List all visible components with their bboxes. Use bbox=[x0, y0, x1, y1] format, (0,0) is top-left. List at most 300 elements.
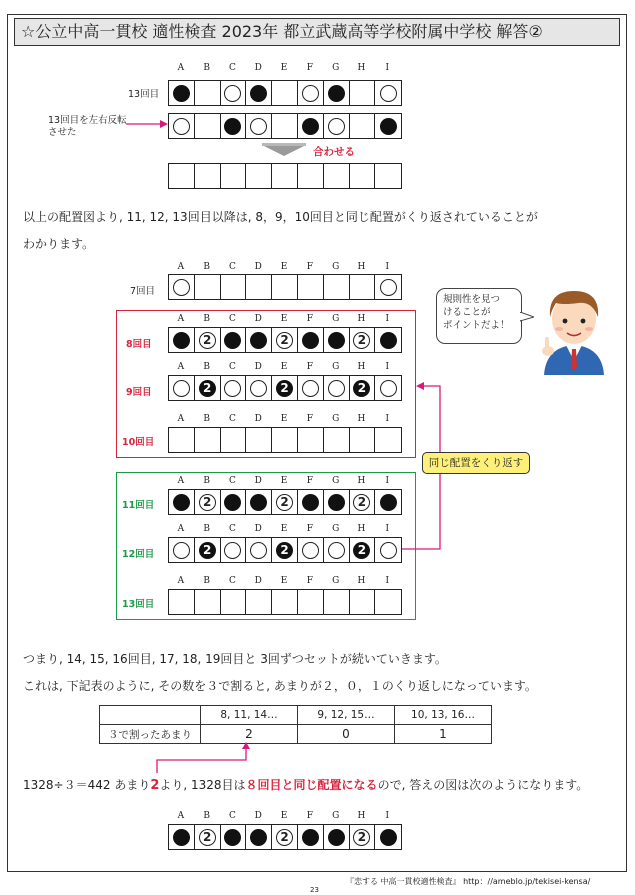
page-number: 23 bbox=[310, 886, 319, 894]
black-disc-icon bbox=[380, 829, 397, 846]
board-cell bbox=[272, 376, 298, 400]
black-disc-icon bbox=[380, 494, 397, 511]
column-letter: D bbox=[254, 811, 262, 821]
column-letter: C bbox=[229, 811, 236, 821]
black-disc-icon bbox=[302, 118, 319, 135]
board-row-12 bbox=[168, 537, 402, 563]
board-cell bbox=[350, 490, 376, 514]
arrow-icon bbox=[126, 118, 170, 130]
black-numbered-disc: 2 bbox=[353, 542, 370, 559]
board-cell bbox=[375, 81, 401, 105]
black-disc-icon bbox=[250, 85, 267, 102]
column-letter: G bbox=[332, 476, 340, 486]
column-letter: G bbox=[332, 362, 340, 372]
column-letter: E bbox=[280, 362, 288, 372]
black-numbered-disc: 2 bbox=[199, 542, 216, 559]
board-row-flipped bbox=[168, 113, 402, 139]
column-letter: C bbox=[229, 314, 236, 324]
column-letter: H bbox=[357, 314, 366, 324]
board-cell bbox=[221, 114, 247, 138]
column-letter: F bbox=[306, 524, 313, 534]
board-cell bbox=[169, 164, 195, 188]
board-cell bbox=[350, 328, 376, 352]
white-numbered-disc: 2 bbox=[199, 829, 216, 846]
column-header bbox=[168, 576, 400, 586]
column-letter: A bbox=[177, 476, 185, 486]
bubble-line-2: けることが bbox=[443, 307, 491, 318]
row-label-flip-2: させた bbox=[48, 127, 77, 138]
board-cell bbox=[195, 490, 221, 514]
board-cell bbox=[272, 328, 298, 352]
board-cell bbox=[272, 490, 298, 514]
black-disc-icon bbox=[224, 829, 241, 846]
board-cell bbox=[375, 328, 401, 352]
white-numbered-disc: 2 bbox=[199, 332, 216, 349]
white-numbered-disc: 2 bbox=[276, 829, 293, 846]
remainder-pointer-arrow-icon bbox=[154, 742, 254, 774]
column-header bbox=[168, 414, 400, 424]
board-cell bbox=[221, 164, 247, 188]
black-disc-icon bbox=[302, 332, 319, 349]
table-row bbox=[100, 725, 492, 744]
board-cell bbox=[195, 114, 221, 138]
board-cell bbox=[169, 328, 195, 352]
black-disc-icon bbox=[173, 332, 190, 349]
column-letter: D bbox=[254, 314, 262, 324]
column-letter: F bbox=[306, 314, 313, 324]
column-letter: H bbox=[357, 63, 366, 73]
board-cell bbox=[350, 275, 376, 299]
column-letter: C bbox=[229, 262, 236, 272]
board-cell bbox=[298, 590, 324, 614]
answer-board-row bbox=[168, 824, 402, 850]
column-letter: G bbox=[332, 524, 340, 534]
white-disc-icon bbox=[224, 85, 241, 102]
board-cell bbox=[324, 428, 350, 452]
board-cell bbox=[350, 825, 376, 849]
column-letter: I bbox=[385, 414, 390, 424]
board-cell bbox=[298, 328, 324, 352]
board-cell bbox=[169, 81, 195, 105]
column-letter: D bbox=[254, 576, 262, 586]
board-cell bbox=[272, 114, 298, 138]
bubble-tail bbox=[520, 312, 534, 322]
column-letter: H bbox=[357, 262, 366, 272]
column-letter: I bbox=[385, 63, 390, 73]
column-letter: G bbox=[332, 262, 340, 272]
table-header-cell: 10, 13, 16… bbox=[395, 706, 492, 725]
row-label-12: 12回目 bbox=[122, 549, 155, 560]
board-cell bbox=[375, 376, 401, 400]
column-letter: G bbox=[332, 414, 340, 424]
board-cell bbox=[272, 428, 298, 452]
board-cell bbox=[272, 81, 298, 105]
board-cell bbox=[375, 114, 401, 138]
board-cell bbox=[298, 825, 324, 849]
board-cell bbox=[221, 376, 247, 400]
final-part-e: ので, 答えの図は次のようになります。 bbox=[377, 778, 589, 792]
teacher-character-icon bbox=[534, 287, 614, 375]
black-disc-icon bbox=[302, 494, 319, 511]
black-disc-icon bbox=[250, 494, 267, 511]
column-letter: F bbox=[306, 576, 313, 586]
footer-source: 『恋する 中高一貫校適性検査』 http：//ameblo.jp/tekisei-kensa/ bbox=[346, 877, 591, 886]
board-cell bbox=[221, 328, 247, 352]
column-header bbox=[168, 262, 400, 272]
board-cell bbox=[324, 490, 350, 514]
board-cell bbox=[246, 376, 272, 400]
column-letter: G bbox=[332, 576, 340, 586]
board-cell bbox=[246, 490, 272, 514]
board-cell bbox=[272, 164, 298, 188]
column-letter: I bbox=[385, 524, 390, 534]
final-highlight: ８回目と同じ配置になる bbox=[245, 778, 378, 792]
board-cell bbox=[298, 428, 324, 452]
board-cell bbox=[272, 538, 298, 562]
column-letter: H bbox=[357, 362, 366, 372]
white-disc-icon bbox=[302, 380, 319, 397]
final-part-a: 1328÷３＝442 あまり bbox=[23, 778, 151, 792]
white-numbered-disc: 2 bbox=[353, 829, 370, 846]
white-disc-icon bbox=[302, 85, 319, 102]
table-row-label: ３で割ったあまり bbox=[100, 725, 201, 744]
board-cell bbox=[324, 538, 350, 562]
black-disc-icon bbox=[328, 829, 345, 846]
black-numbered-disc: 2 bbox=[353, 380, 370, 397]
board-cell bbox=[221, 825, 247, 849]
white-numbered-disc: 2 bbox=[353, 494, 370, 511]
column-header bbox=[168, 362, 400, 372]
column-letter: E bbox=[280, 63, 288, 73]
board-cell bbox=[195, 275, 221, 299]
column-letter: A bbox=[177, 811, 185, 821]
black-disc-icon bbox=[173, 829, 190, 846]
column-letter: H bbox=[357, 476, 366, 486]
paragraph-2: つまり, 14, 15, 16回目, 17, 18, 19回目と 3回ずつセットが続いていきます。 bbox=[23, 652, 447, 666]
board-cell bbox=[298, 81, 324, 105]
board-cell bbox=[195, 164, 221, 188]
column-letter: E bbox=[280, 314, 288, 324]
column-letter: E bbox=[280, 262, 288, 272]
column-letter: H bbox=[357, 576, 366, 586]
board-cell bbox=[195, 538, 221, 562]
board-cell bbox=[169, 590, 195, 614]
row-label-9: 9回目 bbox=[126, 387, 152, 398]
board-cell bbox=[221, 590, 247, 614]
white-numbered-disc: 2 bbox=[276, 332, 293, 349]
final-part-c: より, 1328目は bbox=[159, 778, 246, 792]
column-letter: I bbox=[385, 811, 390, 821]
column-letter: F bbox=[306, 414, 313, 424]
board-cell bbox=[221, 538, 247, 562]
column-letter: C bbox=[229, 362, 236, 372]
column-letter: D bbox=[254, 476, 262, 486]
board-cell bbox=[272, 590, 298, 614]
white-disc-icon bbox=[250, 542, 267, 559]
black-disc-icon bbox=[250, 829, 267, 846]
white-disc-icon bbox=[173, 380, 190, 397]
column-letter: E bbox=[280, 414, 288, 424]
column-letter: B bbox=[203, 811, 210, 821]
black-disc-icon bbox=[328, 85, 345, 102]
board-cell bbox=[298, 164, 324, 188]
black-disc-icon bbox=[302, 829, 319, 846]
column-letter: G bbox=[332, 811, 340, 821]
paragraph-3: これは, 下記表のように, その数を３で割ると, あまりが２，０，１のくり返しになっています。 bbox=[23, 679, 537, 693]
black-numbered-disc: 2 bbox=[199, 380, 216, 397]
board-cell bbox=[221, 490, 247, 514]
board-cell bbox=[221, 275, 247, 299]
column-letter: B bbox=[203, 414, 210, 424]
white-disc-icon bbox=[380, 279, 397, 296]
board-cell bbox=[375, 590, 401, 614]
column-letter: F bbox=[306, 476, 313, 486]
board-row-13b bbox=[168, 589, 402, 615]
row-label-flip: 13回目を左右反転 bbox=[48, 115, 127, 126]
white-disc-icon bbox=[380, 542, 397, 559]
paragraph-1b: わかります。 bbox=[23, 237, 95, 251]
board-cell bbox=[169, 376, 195, 400]
column-letter: A bbox=[177, 576, 185, 586]
board-cell bbox=[375, 825, 401, 849]
board-row-7 bbox=[168, 274, 402, 300]
column-letter: B bbox=[203, 524, 210, 534]
column-letter: H bbox=[357, 811, 366, 821]
table-cell: 0 bbox=[298, 725, 395, 744]
remainder-table bbox=[99, 705, 492, 744]
board-cell bbox=[221, 81, 247, 105]
column-letter: B bbox=[203, 63, 210, 73]
row-label-8: 8回目 bbox=[126, 339, 152, 350]
black-disc-icon bbox=[328, 332, 345, 349]
merge-arrow-icon bbox=[262, 143, 306, 157]
column-letter: F bbox=[306, 362, 313, 372]
row-label-13b: 13回目 bbox=[122, 599, 155, 610]
board-cell bbox=[246, 114, 272, 138]
board-cell bbox=[169, 825, 195, 849]
board-cell bbox=[324, 590, 350, 614]
board-cell bbox=[375, 428, 401, 452]
row-label-10: 10回目 bbox=[122, 437, 155, 448]
board-cell bbox=[324, 328, 350, 352]
column-letter: F bbox=[306, 262, 313, 272]
board-cell bbox=[246, 590, 272, 614]
column-letter: D bbox=[254, 362, 262, 372]
row-label-11: 11回目 bbox=[122, 500, 155, 511]
board-cell bbox=[298, 376, 324, 400]
board-cell bbox=[350, 81, 376, 105]
white-disc-icon bbox=[302, 542, 319, 559]
column-letter: C bbox=[229, 524, 236, 534]
final-sentence bbox=[23, 776, 588, 793]
board-cell bbox=[195, 825, 221, 849]
board-cell bbox=[375, 538, 401, 562]
column-letter: A bbox=[177, 262, 185, 272]
board-cell bbox=[246, 538, 272, 562]
column-letter: D bbox=[254, 262, 262, 272]
column-letter: D bbox=[254, 414, 262, 424]
column-letter: I bbox=[385, 362, 390, 372]
white-disc-icon bbox=[173, 279, 190, 296]
board-cell bbox=[221, 428, 247, 452]
board-cell bbox=[375, 164, 401, 188]
bubble-line-1: 規則性を見つ bbox=[443, 294, 501, 305]
column-letter: D bbox=[254, 524, 262, 534]
board-row-9 bbox=[168, 375, 402, 401]
board-cell bbox=[324, 164, 350, 188]
column-letter: E bbox=[280, 476, 288, 486]
board-cell bbox=[246, 81, 272, 105]
board-cell bbox=[298, 114, 324, 138]
column-header bbox=[168, 811, 400, 821]
column-letter: E bbox=[280, 576, 288, 586]
column-letter: H bbox=[357, 524, 366, 534]
column-letter: G bbox=[332, 63, 340, 73]
black-disc-icon bbox=[380, 118, 397, 135]
white-disc-icon bbox=[328, 542, 345, 559]
board-cell bbox=[169, 538, 195, 562]
table-header-cell: 9, 12, 15… bbox=[298, 706, 395, 725]
board-row-merged bbox=[168, 163, 402, 189]
black-numbered-disc: 2 bbox=[276, 380, 293, 397]
column-header bbox=[168, 524, 400, 534]
black-disc-icon bbox=[173, 494, 190, 511]
table-header-cell bbox=[100, 706, 201, 725]
black-disc-icon bbox=[328, 494, 345, 511]
column-letter: F bbox=[306, 811, 313, 821]
board-cell bbox=[350, 114, 376, 138]
column-letter: E bbox=[280, 524, 288, 534]
board-cell bbox=[169, 275, 195, 299]
column-letter: B bbox=[203, 362, 210, 372]
black-disc-icon bbox=[224, 332, 241, 349]
column-letter: A bbox=[177, 362, 185, 372]
board-cell bbox=[324, 81, 350, 105]
board-cell bbox=[350, 164, 376, 188]
board-cell bbox=[272, 275, 298, 299]
board-cell bbox=[195, 376, 221, 400]
board-cell bbox=[350, 538, 376, 562]
board-cell bbox=[195, 428, 221, 452]
white-numbered-disc: 2 bbox=[199, 494, 216, 511]
bubble-line-3: ポイントだよ！ bbox=[443, 320, 510, 331]
column-letter: C bbox=[229, 414, 236, 424]
column-letter: G bbox=[332, 314, 340, 324]
board-cell bbox=[169, 490, 195, 514]
speech-bubble bbox=[436, 288, 522, 344]
white-disc-icon bbox=[328, 380, 345, 397]
column-letter: H bbox=[357, 414, 366, 424]
column-letter: I bbox=[385, 576, 390, 586]
white-disc-icon bbox=[224, 542, 241, 559]
black-numbered-disc: 2 bbox=[276, 542, 293, 559]
white-disc-icon bbox=[250, 118, 267, 135]
page-title: ☆公立中高一貫校 適性検査 2023年 都立武蔵高等学校附属中学校 解答② bbox=[14, 18, 620, 46]
column-letter: A bbox=[177, 414, 185, 424]
board-cell bbox=[195, 81, 221, 105]
final-remainder: 2 bbox=[150, 778, 160, 793]
board-cell bbox=[324, 825, 350, 849]
board-cell bbox=[246, 275, 272, 299]
board-cell bbox=[350, 376, 376, 400]
white-disc-icon bbox=[250, 380, 267, 397]
table-header-row bbox=[100, 706, 492, 725]
white-disc-icon bbox=[380, 380, 397, 397]
white-disc-icon bbox=[173, 118, 190, 135]
column-letter: B bbox=[203, 476, 210, 486]
column-header bbox=[168, 63, 400, 73]
column-letter: D bbox=[254, 63, 262, 73]
board-cell bbox=[350, 590, 376, 614]
white-numbered-disc: 2 bbox=[276, 494, 293, 511]
board-cell bbox=[169, 114, 195, 138]
board-cell bbox=[246, 825, 272, 849]
table-cell: 2 bbox=[201, 725, 298, 744]
paragraph-1: 以上の配置図より, 11, 12, 13回目以降は, 8，9，10回目と同じ配置がくり返されていることが bbox=[23, 210, 538, 224]
board-cell bbox=[246, 164, 272, 188]
board-row-11 bbox=[168, 489, 402, 515]
white-disc-icon bbox=[328, 118, 345, 135]
board-cell bbox=[298, 275, 324, 299]
board-cell bbox=[246, 328, 272, 352]
board-row-8 bbox=[168, 327, 402, 353]
board-cell bbox=[350, 428, 376, 452]
column-header bbox=[168, 314, 400, 324]
board-row-10 bbox=[168, 427, 402, 453]
column-letter: I bbox=[385, 314, 390, 324]
column-letter: B bbox=[203, 314, 210, 324]
column-letter: I bbox=[385, 476, 390, 486]
board-cell bbox=[324, 376, 350, 400]
board-row-13 bbox=[168, 80, 402, 106]
board-cell bbox=[272, 825, 298, 849]
column-letter: C bbox=[229, 63, 236, 73]
board-cell bbox=[375, 275, 401, 299]
board-cell bbox=[298, 490, 324, 514]
board-cell bbox=[324, 114, 350, 138]
column-letter: B bbox=[203, 576, 210, 586]
black-disc-icon bbox=[224, 118, 241, 135]
row-label-7: 7回目 bbox=[130, 286, 156, 297]
column-letter: A bbox=[177, 524, 185, 534]
white-disc-icon bbox=[173, 542, 190, 559]
board-cell bbox=[246, 428, 272, 452]
column-letter: B bbox=[203, 262, 210, 272]
black-disc-icon bbox=[380, 332, 397, 349]
column-letter: E bbox=[280, 811, 288, 821]
white-disc-icon bbox=[224, 380, 241, 397]
column-letter: A bbox=[177, 63, 185, 73]
column-letter: F bbox=[306, 63, 313, 73]
black-disc-icon bbox=[250, 332, 267, 349]
board-cell bbox=[324, 275, 350, 299]
board-cell bbox=[375, 490, 401, 514]
table-cell: 1 bbox=[395, 725, 492, 744]
merge-label: 合わせる bbox=[313, 146, 355, 158]
black-disc-icon bbox=[173, 85, 190, 102]
column-letter: C bbox=[229, 576, 236, 586]
column-letter: C bbox=[229, 476, 236, 486]
column-header bbox=[168, 476, 400, 486]
board-cell bbox=[195, 590, 221, 614]
column-letter: A bbox=[177, 314, 185, 324]
board-cell bbox=[298, 538, 324, 562]
repeat-label: 同じ配置をくり返す bbox=[422, 452, 530, 474]
white-numbered-disc: 2 bbox=[353, 332, 370, 349]
table-header-cell: 8, 11, 14… bbox=[201, 706, 298, 725]
column-letter: I bbox=[385, 262, 390, 272]
row-label-13: 13回目 bbox=[128, 89, 160, 100]
